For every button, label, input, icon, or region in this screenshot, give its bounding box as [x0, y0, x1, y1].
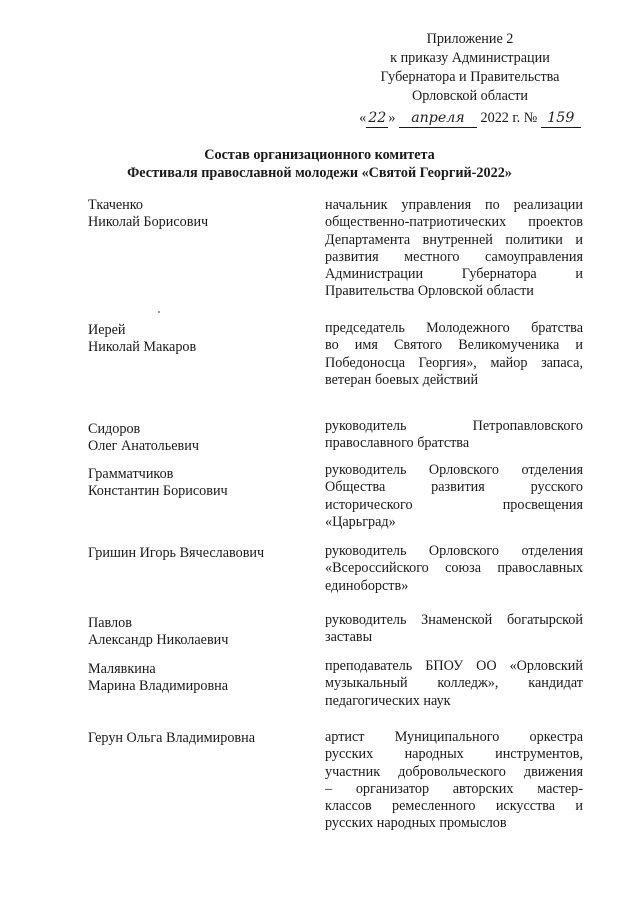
member-name: Сидоров Олег Анатольевич [88, 421, 199, 455]
order-month-handwritten: апреля [399, 110, 477, 128]
order-year-text: 2022 г. № [480, 110, 538, 126]
scan-dot [158, 311, 160, 313]
member-role: руководитель Орловского отделения Общества развития русского исторического просвещения «Царьград» [325, 462, 583, 530]
member-role: руководитель Орловского отделения «Всероссийского союза православных единоборств» [325, 543, 583, 594]
member-role: преподаватель БПОУ ОО «Орловский музыкальный колледж», кандидат педагогических наук [325, 658, 583, 709]
member-role: артист Муниципального оркестра русских народных инструментов, участник добровольческого движения – организатор авторских мастер- классов ремесленного искусства и русских народных промыслов [325, 729, 583, 832]
title-line-1: Состав организационного комитета [204, 147, 435, 163]
appendix-header [335, 30, 605, 128]
appendix-authority: Губернатора и Правительства [380, 69, 560, 85]
title-line-2: Фестиваля православной молодежи «Святой Георгий-2022» [127, 165, 512, 181]
document-title [0, 146, 639, 182]
member-role: руководитель Знаменской богатырской заставы [325, 612, 583, 646]
order-number-handwritten: 159 [541, 110, 581, 128]
appendix-number: Приложение 2 [426, 31, 514, 47]
member-name: Павлов Александр Николаевич [88, 615, 229, 649]
quote-open: « [359, 110, 367, 126]
member-name: Малявкина Марина Владимировна [88, 661, 229, 695]
appendix-region: Орловской области [411, 88, 529, 104]
member-role: начальник управления по реализации общественно-патриотических проектов Департамента внутренней политики и развития местного самоуправления Администрации Губернатора и Правительства Орловской области [325, 197, 583, 300]
member-name: Грамматчиков Константин Борисович [88, 466, 228, 500]
order-day-handwritten: 22 [368, 110, 387, 126]
member-role: руководитель Петропавловского православного братства [325, 418, 583, 452]
member-name: Герун Ольга Владимировна [88, 730, 256, 746]
order-date-line [335, 109, 605, 128]
member-name: Гришин Игорь Вячеславович [88, 545, 265, 561]
quote-close: » [388, 110, 396, 126]
member-role: председатель Молодежного братства во имя Святого Великомученика и Победоносца Георгия», майор запаса, ветеран боевых действий [325, 320, 583, 388]
appendix-order-ref: к приказу Администрации [390, 50, 550, 66]
member-name: Иерей Николай Макаров [88, 322, 197, 356]
member-name: Ткаченко Николай Борисович [88, 197, 209, 231]
